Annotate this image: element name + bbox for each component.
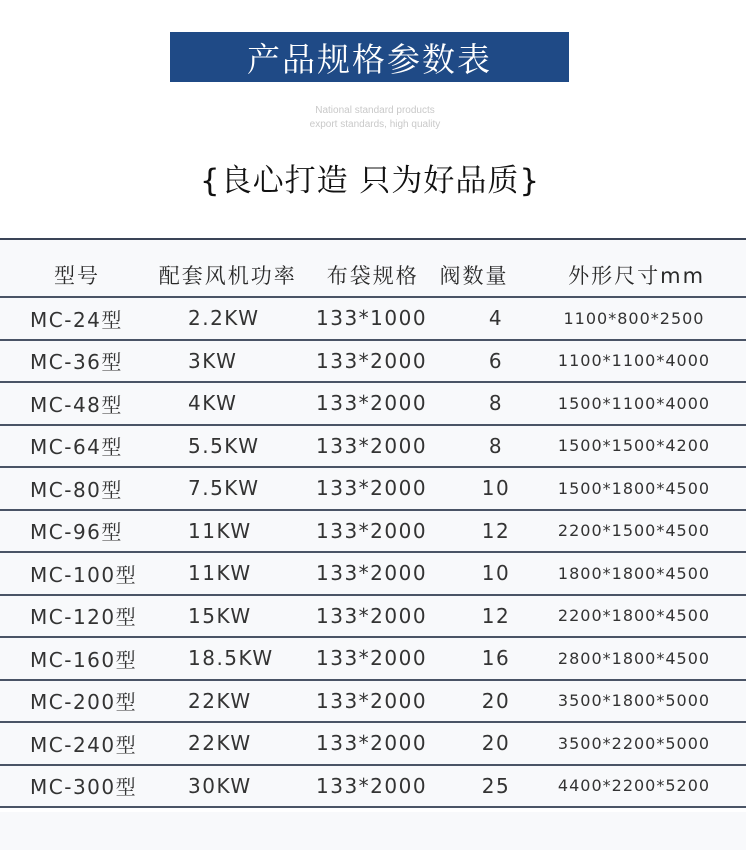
cell-bag-spec: 133*1000 [316, 306, 428, 331]
cell-fan-power: 11KW [188, 561, 252, 586]
table-row [0, 426, 746, 469]
spec-table [0, 238, 746, 808]
page-title: 产品规格参数表 [170, 32, 569, 82]
cell-bag-spec: 133*2000 [316, 603, 428, 628]
header-fan-power: 配套风机功率 [158, 264, 297, 288]
cell-dimensions: 2800*1800*4500 [557, 648, 711, 668]
cell-model: MC-80型 [30, 477, 123, 502]
table-header-row [0, 240, 746, 298]
cell-valve-count: 6 [488, 348, 504, 373]
cell-valve-count: 12 [481, 603, 511, 628]
header-model: 型号 [54, 264, 100, 288]
cell-model: MC-100型 [30, 562, 138, 587]
table-row [0, 341, 746, 384]
cell-fan-power: 15KW [188, 603, 252, 628]
header-valve-count: 阀数量 [439, 264, 509, 288]
tagline [0, 104, 750, 132]
cell-model: MC-160型 [30, 647, 138, 672]
cell-dimensions: 2200*1500*4500 [557, 521, 711, 541]
cell-fan-power: 22KW [188, 731, 252, 756]
cell-model: MC-300型 [30, 775, 138, 800]
table-row [0, 383, 746, 426]
cell-valve-count: 8 [488, 433, 504, 458]
cell-fan-power: 7.5KW [188, 476, 260, 501]
cell-valve-count: 20 [481, 731, 511, 756]
cell-dimensions: 1100*1100*4000 [557, 351, 711, 371]
table-body [0, 298, 746, 808]
cell-bag-spec: 133*2000 [316, 688, 428, 713]
cell-bag-spec: 133*2000 [316, 348, 428, 373]
cell-valve-count: 10 [481, 561, 511, 586]
cell-bag-spec: 133*2000 [316, 391, 428, 416]
cell-dimensions: 1500*1800*4500 [557, 478, 711, 498]
table-row [0, 596, 746, 639]
cell-fan-power: 18.5KW [188, 646, 274, 671]
cell-bag-spec: 133*2000 [316, 433, 428, 458]
table-row [0, 681, 746, 724]
cell-model: MC-120型 [30, 605, 138, 630]
cell-valve-count: 4 [488, 306, 504, 331]
cell-fan-power: 11KW [188, 518, 252, 543]
cell-dimensions: 2200*1800*4500 [557, 606, 711, 626]
cell-fan-power: 3KW [188, 348, 238, 373]
cell-dimensions: 1500*1500*4200 [557, 436, 711, 456]
cell-valve-count: 8 [488, 391, 504, 416]
slogan: {良心打造 只为好品质} [199, 163, 541, 199]
table-row [0, 511, 746, 554]
cell-dimensions: 1100*800*2500 [563, 308, 705, 328]
cell-fan-power: 30KW [188, 773, 252, 798]
cell-dimensions: 3500*1800*5000 [557, 691, 711, 711]
cell-valve-count: 25 [481, 773, 511, 798]
cell-fan-power: 5.5KW [188, 433, 260, 458]
table-row [0, 298, 746, 341]
cell-bag-spec: 133*2000 [316, 646, 428, 671]
cell-fan-power: 4KW [188, 391, 238, 416]
cell-dimensions: 1500*1100*4000 [557, 393, 711, 413]
cell-model: MC-48型 [30, 392, 123, 417]
table-row [0, 638, 746, 681]
cell-fan-power: 2.2KW [188, 306, 260, 331]
header-bag-spec: 布袋规格 [326, 264, 419, 288]
cell-fan-power: 22KW [188, 688, 252, 713]
tagline-line-1: National standard products [315, 105, 435, 116]
cell-bag-spec: 133*2000 [316, 476, 428, 501]
cell-bag-spec: 133*2000 [316, 518, 428, 543]
cell-dimensions: 4400*2200*5200 [557, 776, 711, 796]
table-row [0, 766, 746, 809]
tagline-line-2: export standards, high quality [309, 119, 441, 130]
table-row [0, 468, 746, 511]
cell-dimensions: 1800*1800*4500 [557, 563, 711, 583]
cell-valve-count: 16 [481, 646, 511, 671]
table-row [0, 553, 746, 596]
cell-bag-spec: 133*2000 [316, 773, 428, 798]
cell-model: MC-96型 [30, 520, 123, 545]
cell-model: MC-64型 [30, 435, 123, 460]
table-row [0, 723, 746, 766]
cell-bag-spec: 133*2000 [316, 731, 428, 756]
cell-model: MC-240型 [30, 732, 138, 757]
cell-model: MC-36型 [30, 350, 123, 375]
cell-valve-count: 10 [481, 476, 511, 501]
cell-bag-spec: 133*2000 [316, 561, 428, 586]
cell-model: MC-200型 [30, 690, 138, 715]
cell-valve-count: 20 [481, 688, 511, 713]
cell-valve-count: 12 [481, 518, 511, 543]
bottom-band [0, 812, 746, 850]
cell-model: MC-24型 [30, 307, 123, 332]
cell-dimensions: 3500*2200*5000 [557, 733, 711, 753]
header-dimensions: 外形尺寸mm [568, 264, 706, 288]
